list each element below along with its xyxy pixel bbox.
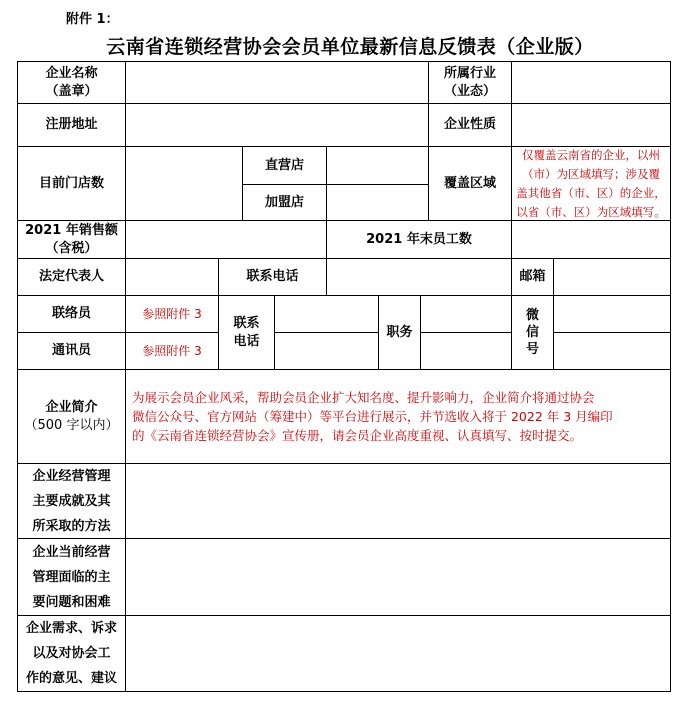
employees-field[interactable] xyxy=(512,221,670,258)
correspondent-position-field[interactable] xyxy=(421,333,511,369)
label-company-name: 企业名称 （盖章） xyxy=(45,65,98,99)
label-store-count: 目前门店数 xyxy=(38,175,104,191)
correspondent-ref: 参照附件 3 xyxy=(142,344,202,358)
label-company-nature: 企业性质 xyxy=(443,117,496,132)
direct-store-field[interactable] xyxy=(327,147,428,184)
label-liaison: 联络员 xyxy=(51,306,91,321)
correspondent-phone-field[interactable] xyxy=(275,333,378,369)
sales-field[interactable] xyxy=(126,221,326,258)
label-wechat: 微 信 号 xyxy=(525,308,539,357)
achievements-field[interactable] xyxy=(126,464,670,538)
label-intro: 企业简介 （500 字以内） xyxy=(24,399,119,433)
label-problems: 企业当前经营 管理面临的主 要问题和困难 xyxy=(32,544,111,610)
annex-label: 附件 1： xyxy=(66,12,119,27)
label-industry: 所属行业 （业态） xyxy=(443,65,496,99)
label-sales: 2021 年销售额 （含税） xyxy=(25,222,118,256)
label-achievements: 企业经营管理 主要成就及其 所采取的方法 xyxy=(32,468,111,534)
label-direct-store: 直营店 xyxy=(264,157,304,173)
franchise-store-field[interactable] xyxy=(327,185,428,220)
label-correspondent: 通讯员 xyxy=(51,343,91,358)
label-franchise-store: 加盟店 xyxy=(264,194,304,210)
needs-field[interactable] xyxy=(126,616,670,691)
liaison-ref: 参照附件 3 xyxy=(142,307,202,321)
label-contact-phone-2: 联系 电话 xyxy=(233,315,260,349)
company-nature-field[interactable] xyxy=(512,104,670,146)
label-needs: 企业需求、诉求 以及对协会工 作的意见、建议 xyxy=(25,621,117,686)
page-title: 云南省连锁经营协会会员单位最新信息反馈表（企业版） xyxy=(106,36,594,58)
label-email: 邮箱 xyxy=(519,269,546,284)
liaison-phone-field[interactable] xyxy=(275,296,378,332)
company-name-field[interactable] xyxy=(126,62,428,103)
label-coverage: 覆盖区域 xyxy=(443,175,496,191)
label-legal-rep: 法定代表人 xyxy=(38,269,104,284)
legal-rep-field[interactable] xyxy=(126,259,218,295)
email-field[interactable] xyxy=(554,259,670,295)
correspondent-wechat-field[interactable] xyxy=(554,333,670,369)
label-reg-address: 注册地址 xyxy=(45,117,98,132)
label-employees: 2021 年末员工数 xyxy=(366,231,472,247)
label-position: 职务 xyxy=(386,324,413,340)
liaison-wechat-field[interactable] xyxy=(554,296,670,332)
coverage-note: 仅覆盖云南省的企业，以州 （市）为区域填写；涉及覆 盖其他省（市、区）的企业， 以省（市、区）为区域填写。 xyxy=(516,147,666,219)
store-count-field[interactable] xyxy=(126,147,242,220)
liaison-position-field[interactable] xyxy=(421,296,511,332)
intro-note[interactable]: 为展示会员企业风采，帮助会员企业扩大知名度、提升影响力，企业简介将通过协会 微信公众号、官方网站（筹建中）等平台进行展示，并节选收入将于 2022 年 3 月编印 的《云南省连锁经营协会》宣传册，请会员企业高度重视、认真填写、按时提交。 xyxy=(132,390,613,443)
label-contact-phone: 联系电话 xyxy=(246,269,299,284)
contact-phone-field[interactable] xyxy=(327,259,511,295)
industry-field[interactable] xyxy=(512,62,670,103)
reg-address-field[interactable] xyxy=(126,104,428,146)
problems-field[interactable] xyxy=(126,539,670,615)
